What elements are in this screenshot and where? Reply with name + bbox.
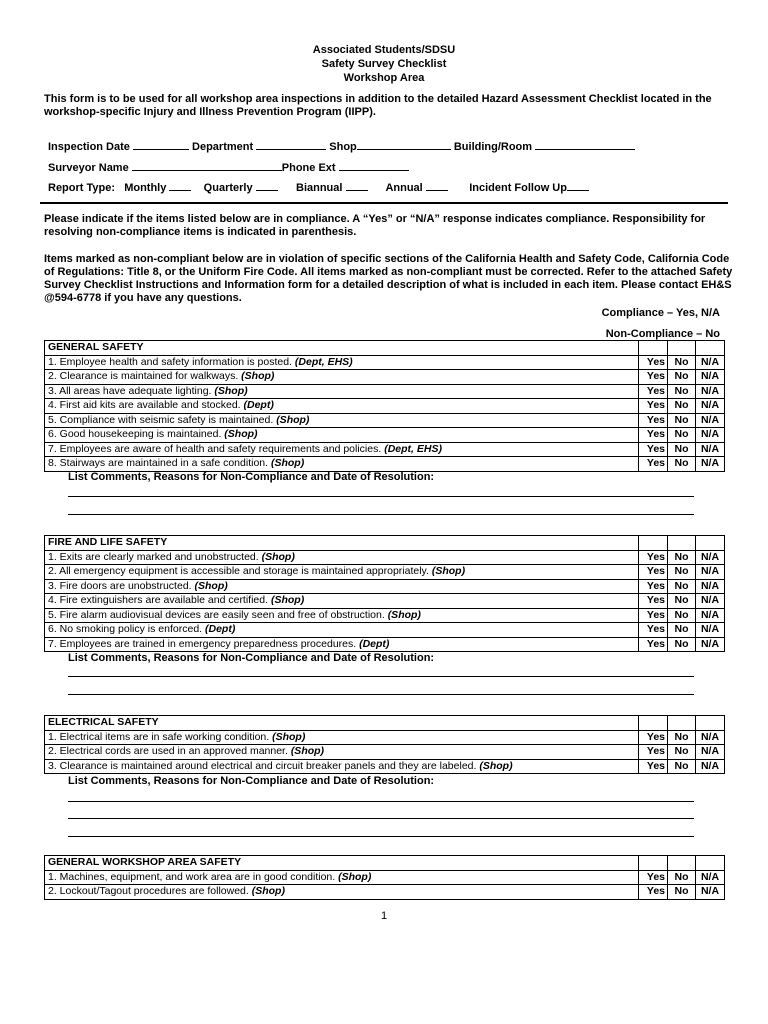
checklist-row	[45, 759, 725, 774]
header-empty-cell	[639, 856, 668, 871]
checklist-item	[45, 885, 639, 900]
na-option[interactable]: N/A	[696, 885, 725, 900]
building-room-field[interactable]	[535, 139, 635, 150]
checklist-item	[45, 384, 639, 399]
header-empty-cell	[639, 341, 668, 356]
checklist-item	[45, 565, 639, 580]
form-row-3	[48, 180, 589, 195]
checklist-item	[45, 355, 639, 370]
checklist-item	[45, 759, 639, 774]
checklist-item	[45, 623, 639, 638]
surveyor-name-label: Surveyor Name	[48, 162, 129, 174]
checklist-item	[45, 579, 639, 594]
no-option[interactable]: No	[668, 565, 696, 580]
page-number: 1	[380, 910, 388, 922]
item-responsibility: (Shop)	[338, 870, 372, 883]
checklist-row	[45, 370, 725, 385]
item-text: 4. Fire extinguishers are available and certified.	[48, 594, 271, 607]
section-table	[44, 340, 725, 472]
monthly-field[interactable]	[169, 180, 191, 191]
checklist-row	[45, 565, 725, 580]
no-option[interactable]: No	[668, 759, 696, 774]
yes-option[interactable]: Yes	[639, 745, 668, 760]
phone-ext-field[interactable]	[339, 160, 409, 171]
quarterly-field[interactable]	[256, 180, 278, 191]
item-text: 7. Employees are trained in emergency preparedness procedures.	[48, 637, 360, 650]
section-header-row	[45, 536, 725, 551]
no-option[interactable]: No	[668, 442, 696, 457]
na-option[interactable]: N/A	[696, 730, 725, 745]
comment-line[interactable]	[68, 676, 694, 677]
checklist-row	[45, 579, 725, 594]
checklist-item	[45, 608, 639, 623]
biannual-field[interactable]	[346, 180, 368, 191]
na-option[interactable]: N/A	[696, 594, 725, 609]
no-option[interactable]: No	[668, 885, 696, 900]
department-label: Department	[192, 141, 254, 153]
yes-option[interactable]: Yes	[639, 870, 668, 885]
item-text: 2. All emergency equipment is accessible and storage is maintained appropriately.	[48, 565, 432, 578]
checklist-item	[45, 457, 639, 472]
item-text: 3. Fire doors are unobstructed.	[48, 579, 195, 592]
yes-option[interactable]: Yes	[639, 413, 668, 428]
form-subtitle: Workshop Area	[343, 72, 425, 84]
checklist-row	[45, 623, 725, 638]
item-responsibility: (Dept)	[243, 399, 274, 412]
item-responsibility: (Shop)	[261, 550, 295, 563]
comment-line[interactable]	[68, 801, 694, 802]
item-text: 1. Machines, equipment, and work area are in good condition.	[48, 870, 339, 883]
checklist-item	[45, 870, 639, 885]
item-responsibility: (Dept)	[205, 623, 236, 636]
yes-option[interactable]: Yes	[639, 457, 668, 472]
checklist-row	[45, 413, 725, 428]
header-empty-cell	[639, 716, 668, 731]
department-field[interactable]	[256, 139, 326, 150]
incident-follow-up-label: Incident Follow Up	[469, 182, 567, 194]
checklist-item	[45, 428, 639, 443]
no-option[interactable]: No	[668, 730, 696, 745]
item-text: 5. Fire alarm audiovisual devices are easily seen and free of obstruction.	[48, 608, 388, 621]
comment-line[interactable]	[68, 818, 694, 819]
checklist-row	[45, 594, 725, 609]
yes-option[interactable]: Yes	[639, 355, 668, 370]
yes-option[interactable]: Yes	[639, 428, 668, 443]
no-option[interactable]: No	[668, 579, 696, 594]
annual-field[interactable]	[426, 180, 448, 191]
no-option[interactable]: No	[668, 399, 696, 414]
section-title: GENERAL SAFETY	[45, 341, 639, 356]
na-option[interactable]: N/A	[696, 608, 725, 623]
inspection-date-label: Inspection Date	[48, 141, 130, 153]
item-responsibility: (Shop)	[270, 457, 305, 470]
surveyor-name-field[interactable]	[132, 160, 282, 171]
item-text: 4. First aid kits are available and stocked.	[48, 399, 244, 412]
shop-field[interactable]	[357, 139, 451, 150]
instructions-paragraph: Please indicate if the items listed below are in compliance. A “Yes” or “N/A” response indicates compliance. Responsibility for resolving non-compliance items is indicated in parenthesis.	[44, 213, 706, 238]
checklist-row	[45, 399, 725, 414]
header-empty-cell	[639, 536, 668, 551]
item-responsibility: (Shop)	[251, 885, 285, 898]
item-responsibility: (Shop)	[270, 594, 305, 607]
checklist-row	[45, 608, 725, 623]
checklist-row	[45, 355, 725, 370]
na-option[interactable]: N/A	[696, 565, 725, 580]
phone-ext-label: Phone Ext	[281, 162, 336, 174]
yes-option[interactable]: Yes	[639, 579, 668, 594]
checklist-item	[45, 370, 639, 385]
comment-line[interactable]	[68, 694, 694, 695]
yes-option[interactable]: Yes	[639, 730, 668, 745]
yes-option[interactable]: Yes	[639, 594, 668, 609]
no-option[interactable]: No	[668, 355, 696, 370]
comment-line[interactable]	[68, 836, 694, 837]
item-text: 2. Electrical cords are used in an approved manner.	[48, 745, 291, 758]
header-empty-cell	[696, 536, 725, 551]
yes-option[interactable]: Yes	[639, 442, 668, 457]
section-header-row	[45, 856, 725, 871]
item-responsibility: (Shop)	[431, 565, 466, 578]
shop-label: Shop	[329, 141, 357, 153]
building-room-label: Building/Room	[453, 141, 533, 153]
checklist-item	[45, 594, 639, 609]
checklist-row	[45, 442, 725, 457]
section-header-row	[45, 341, 725, 356]
comments-label: List Comments, Reasons for Non-Compliance and Date of Resolution:	[68, 471, 435, 483]
na-option[interactable]: N/A	[696, 370, 725, 385]
checklist-row	[45, 550, 725, 565]
no-option[interactable]: No	[668, 384, 696, 399]
form-row-2	[48, 160, 409, 175]
yes-option[interactable]: Yes	[639, 637, 668, 652]
na-option[interactable]: N/A	[696, 870, 725, 885]
item-text: 2. Lockout/Tagout procedures are followed.	[48, 885, 252, 898]
item-responsibility: (Shop)	[479, 759, 513, 772]
comments-label: List Comments, Reasons for Non-Compliance and Date of Resolution:	[68, 652, 435, 664]
checklist-item	[45, 730, 639, 745]
item-responsibility: (Shop)	[276, 413, 310, 426]
incident-follow-up-field[interactable]	[567, 180, 589, 191]
item-text: 6. Good housekeeping is maintained.	[48, 428, 225, 441]
annual-label: Annual	[385, 182, 423, 194]
na-option[interactable]: N/A	[696, 355, 725, 370]
checklist-row	[45, 637, 725, 652]
yes-option[interactable]: Yes	[639, 608, 668, 623]
checklist-item	[45, 442, 639, 457]
no-option[interactable]: No	[668, 637, 696, 652]
checklist-item	[45, 399, 639, 414]
item-responsibility: (Dept)	[359, 637, 390, 650]
yes-option[interactable]: Yes	[639, 399, 668, 414]
na-option[interactable]: N/A	[696, 745, 725, 760]
report-type-label: Report Type:	[48, 182, 116, 194]
na-option[interactable]: N/A	[696, 579, 725, 594]
section-title: GENERAL WORKSHOP AREA SAFETY	[45, 856, 639, 871]
header-empty-cell	[668, 716, 696, 731]
na-option[interactable]: N/A	[696, 413, 725, 428]
item-text: 1. Electrical items are in safe working condition.	[48, 730, 273, 743]
section-title: ELECTRICAL SAFETY	[45, 716, 639, 731]
na-option[interactable]: N/A	[696, 759, 725, 774]
form-title: Safety Survey Checklist	[321, 58, 447, 70]
checklist-row	[45, 885, 725, 900]
yes-option[interactable]: Yes	[639, 565, 668, 580]
comment-line[interactable]	[68, 496, 694, 497]
item-responsibility: (Shop)	[194, 579, 228, 592]
monthly-label: Monthly	[124, 182, 167, 194]
checklist-row	[45, 428, 725, 443]
no-option[interactable]: No	[668, 413, 696, 428]
na-option[interactable]: N/A	[696, 637, 725, 652]
form-row-1	[48, 139, 635, 154]
checklist-row	[45, 457, 725, 472]
na-option[interactable]: N/A	[696, 442, 725, 457]
yes-option[interactable]: Yes	[639, 370, 668, 385]
yes-option[interactable]: Yes	[639, 759, 668, 774]
biannual-label: Biannual	[296, 182, 343, 194]
comment-line[interactable]	[68, 514, 694, 515]
intro-text: This form is to be used for all workshop area inspections in addition to the detailed Hazard Assessment Checklist located in the workshop-specific Injury and Illness Prevention Program (IIPP).	[44, 93, 712, 118]
quarterly-label: Quarterly	[203, 182, 253, 194]
section-header-row	[45, 716, 725, 731]
item-text: 5. Compliance with seismic safety is maintained.	[48, 413, 277, 426]
violation-paragraph: Items marked as non-compliant below are in violation of specific sections of the California Health and Safety Code, California Code of Regulations: Title 8, or the Uniform Fire Code. All items marked as non-compliant must be corrected. Refer to the attached Safety Survey Checklist Instructions and Information form for a detailed description of what is included in each item. Please contact EH&S @594-6778 if you have any questions.	[44, 253, 733, 304]
na-option[interactable]: N/A	[696, 457, 725, 472]
compliance-legend: Compliance – Yes, N/A	[601, 307, 720, 319]
checklist-item	[45, 745, 639, 760]
item-responsibility: (Dept, EHS)	[384, 442, 442, 455]
checklist-row	[45, 745, 725, 760]
item-responsibility: (Shop)	[224, 428, 258, 441]
header-empty-cell	[696, 716, 725, 731]
checklist-row	[45, 730, 725, 745]
item-text: 8. Stairways are maintained in a safe condition.	[48, 457, 271, 470]
item-text: 2. Clearance is maintained for walkways.	[48, 370, 242, 383]
item-responsibility: (Shop)	[290, 745, 325, 758]
org-title: Associated Students/SDSU	[312, 44, 456, 56]
checklist-row	[45, 870, 725, 885]
na-option[interactable]: N/A	[696, 550, 725, 565]
checklist-item	[45, 413, 639, 428]
checklist-item	[45, 637, 639, 652]
header-empty-cell	[668, 536, 696, 551]
no-option[interactable]: No	[668, 608, 696, 623]
header-empty-cell	[668, 856, 696, 871]
no-option[interactable]: No	[668, 370, 696, 385]
item-responsibility: (Shop)	[272, 730, 306, 743]
item-text: 1. Employee health and safety information is posted.	[48, 355, 295, 368]
header-divider	[40, 202, 728, 204]
comments-label: List Comments, Reasons for Non-Compliance and Date of Resolution:	[68, 775, 435, 787]
item-responsibility: (Shop)	[387, 608, 421, 621]
yes-option[interactable]: Yes	[639, 885, 668, 900]
no-option[interactable]: No	[668, 428, 696, 443]
checklist-row	[45, 384, 725, 399]
inspection-date-field[interactable]	[133, 139, 189, 150]
item-responsibility: (Shop)	[214, 384, 248, 397]
na-option[interactable]: N/A	[696, 384, 725, 399]
section-table	[44, 855, 725, 900]
item-text: 3. Clearance is maintained around electrical and circuit breaker panels and they are labeled.	[48, 759, 480, 772]
no-option[interactable]: No	[668, 623, 696, 638]
item-text: 7. Employees are aware of health and safety requirements and policies.	[48, 442, 385, 455]
noncompliance-legend: Non-Compliance – No	[605, 328, 720, 340]
na-option[interactable]: N/A	[696, 623, 725, 638]
section-title: FIRE AND LIFE SAFETY	[45, 536, 639, 551]
item-responsibility: (Shop)	[241, 370, 275, 383]
no-option[interactable]: No	[668, 870, 696, 885]
item-text: 6. No smoking policy is enforced.	[48, 623, 205, 636]
item-text: 1. Exits are clearly marked and unobstructed.	[48, 550, 262, 563]
item-text: 3. All areas have adequate lighting.	[48, 384, 215, 397]
no-option[interactable]: No	[668, 745, 696, 760]
header-empty-cell	[668, 341, 696, 356]
header-empty-cell	[696, 856, 725, 871]
na-option[interactable]: N/A	[696, 399, 725, 414]
section-table	[44, 535, 725, 652]
yes-option[interactable]: Yes	[639, 623, 668, 638]
no-option[interactable]: No	[668, 550, 696, 565]
yes-option[interactable]: Yes	[639, 550, 668, 565]
no-option[interactable]: No	[668, 457, 696, 472]
header-empty-cell	[696, 341, 725, 356]
yes-option[interactable]: Yes	[639, 384, 668, 399]
na-option[interactable]: N/A	[696, 428, 725, 443]
checklist-item	[45, 550, 639, 565]
item-responsibility: (Dept, EHS)	[294, 355, 353, 368]
section-table	[44, 715, 725, 774]
no-option[interactable]: No	[668, 594, 696, 609]
